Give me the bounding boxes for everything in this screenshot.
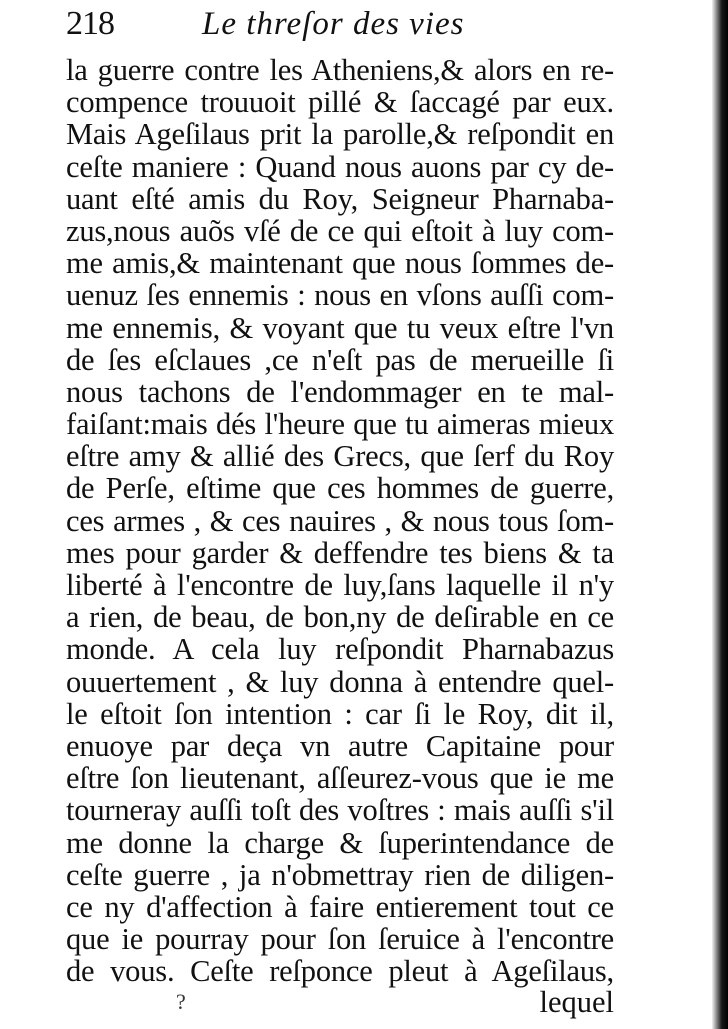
page-number: 218 (66, 5, 114, 42)
text-line: ceſte guerre , ja n'obmettray rien de diligen- (66, 857, 614, 892)
page-edge-shadow (712, 0, 728, 1029)
text-line: mes pour garder & deffendre tes biens & ta (66, 535, 614, 570)
text-line: monde. A cela luy reſpondit Pharnabazus (66, 632, 614, 667)
text-line: a rien, de beau, de bon,ny de deſirable en ce (66, 600, 614, 635)
text-line: me ennemis, & voyant que tu veux eſtre l'vn (66, 310, 614, 345)
text-line: me donne la charge & ſuperintendance de (66, 825, 614, 860)
text-line: de vous. Ceſte reſponce pleut à Ageſilaus, (66, 954, 614, 989)
text-line: la guerre contre les Atheniens,& alors en re- (66, 53, 614, 87)
text-line: ce ny d'affection à faire entierement tout ce (66, 889, 614, 924)
text-line: compence trouuoit pillé & ſaccagé par eux. (66, 85, 614, 120)
text-line: zus,nous auõs vſé de ce qui eſtoit à luy com- (66, 213, 614, 248)
text-line: le eſtoit ſon intention : car ſi le Roy, dit il, (66, 696, 614, 731)
running-head (66, 4, 626, 44)
text-line: tourneray auſſi toſt des voſtres : mais auſſi s'il (66, 793, 614, 828)
text-line: de Perſe, eſtime que ces hommes de guerre, (66, 471, 614, 506)
text-line: liberté à l'encontre de luy,ſans laquelle il n'y (66, 568, 614, 602)
text-line: Mais Ageſilaus prit la parolle,& reſpondit en (66, 117, 614, 152)
text-line: uenuz ſes ennemis : nous en vſons auſſi com- (66, 278, 614, 313)
running-title: Le threſor des vies (202, 6, 465, 42)
signature-mark: ? (176, 989, 186, 1014)
text-line: ouuertement , & luy donna à entendre quel- (66, 664, 614, 699)
text-line: uant eſté amis du Roy, Seigneur Pharnaba- (66, 181, 614, 216)
page-footer (66, 985, 614, 1019)
text-line: nous tachons de l'endommager en te mal- (66, 374, 614, 409)
text-line: ceſte maniere : Quand nous auons par cy de- (66, 149, 614, 184)
text-line: eſtre ſon lieutenant, aſſeurez-vous que ie me (66, 761, 614, 796)
text-line: faiſant:mais dés l'heure que tu aimeras mieux (66, 407, 614, 442)
text-line: eſtre amy & allié des Grecs, que ſerf du Roy (66, 439, 614, 474)
body-text (66, 54, 614, 987)
catchword: lequel (539, 985, 614, 1019)
text-line: de ſes eſclaues ,ce n'eſt pas de merueille ſi (66, 342, 614, 377)
text-line: enuoye par deça vn autre Capitaine pour (66, 728, 614, 763)
text-line: me amis,& maintenant que nous ſommes de- (66, 246, 614, 281)
text-line: que ie pourray pour ſon ſeruice à l'encontre (66, 922, 614, 957)
text-line: ces armes , & ces nauires , & nous tous ſom- (66, 503, 614, 538)
